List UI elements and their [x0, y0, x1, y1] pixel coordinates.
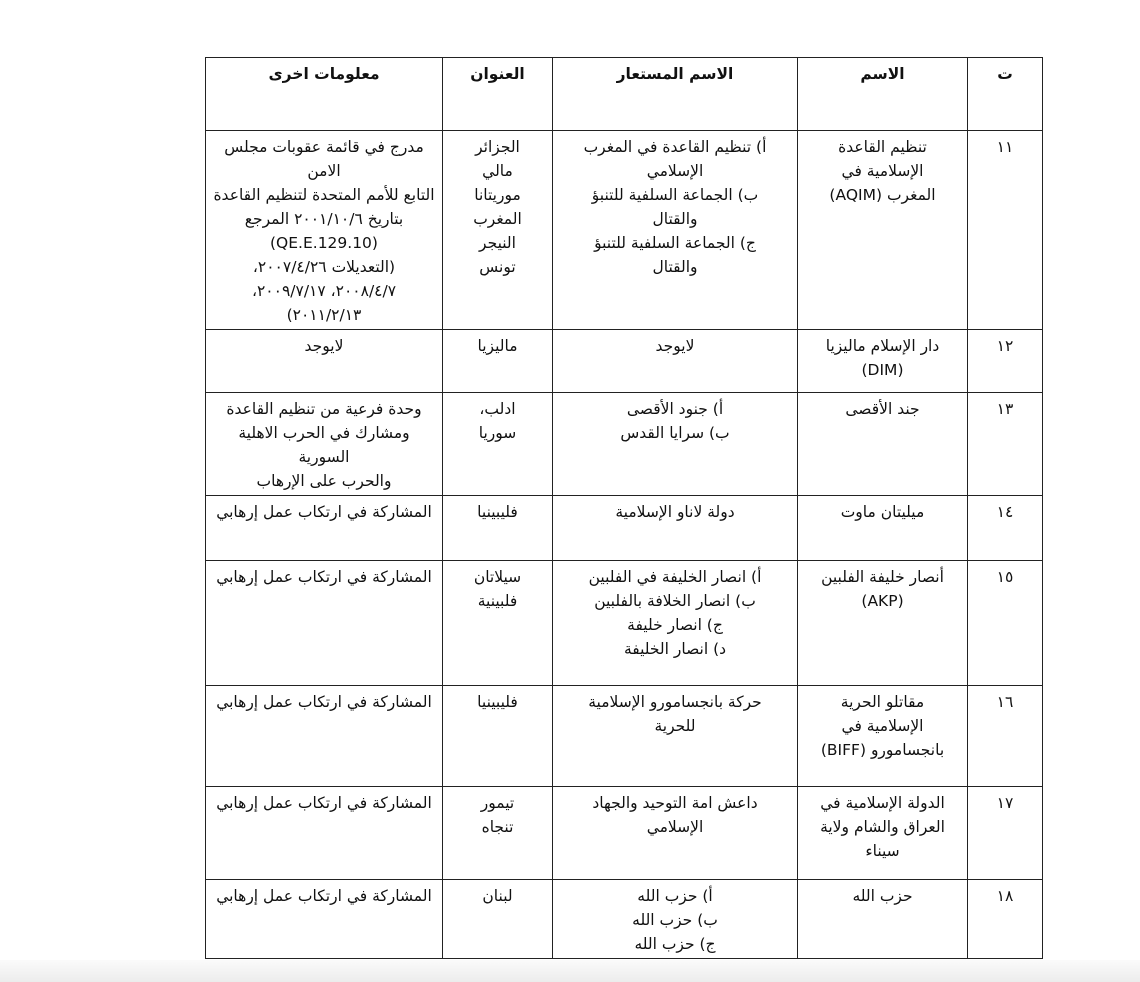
cell-line: جند الأقصى	[845, 400, 920, 418]
cell-line: (التعديلات ٢٠٠٧/٤/٢٦،	[252, 258, 396, 276]
cell-line: المغرب (AQIM)	[829, 186, 936, 204]
cell-line: مدرج في قائمة عقوبات مجلس الامن	[224, 138, 424, 180]
cell-address	[443, 561, 553, 686]
cell-line: ٢٠٠٨/٤/٧، ٢٠٠٩/٧/١٧،	[251, 282, 397, 300]
cell-line: فلبينية	[477, 592, 518, 610]
header-num: ت	[968, 58, 1043, 131]
cell-name	[798, 880, 968, 959]
cell-name	[798, 787, 968, 880]
cell-line: المشاركة في ارتكاب عمل إرهابي	[216, 503, 432, 521]
cell-alias	[553, 787, 798, 880]
cell-line: ٢٠١١/٢/١٣)	[286, 306, 362, 324]
cell-alias	[553, 686, 798, 787]
cell-line: بانجسامورو (BIFF)	[820, 741, 945, 759]
cell-line: والقتال	[652, 210, 698, 228]
cell-line: سيناء	[865, 842, 900, 860]
cell-line: تيمور	[480, 794, 515, 812]
cell-line: أنصار خليفة الفلبين	[821, 568, 944, 586]
cell-num: ١١	[968, 131, 1043, 330]
cell-name	[798, 330, 968, 393]
header-alias: الاسم المستعار	[553, 58, 798, 131]
cell-line: ماليزيا	[477, 337, 518, 355]
table-row	[206, 561, 1043, 686]
cell-address	[443, 880, 553, 959]
table-row	[206, 496, 1043, 561]
cell-num: ١٢	[968, 330, 1043, 393]
cell-line: مالي	[482, 162, 513, 180]
cell-line: د) انصار الخليفة	[623, 640, 727, 658]
cell-num: ١٣	[968, 393, 1043, 496]
cell-line: المغرب	[473, 210, 522, 228]
table-row	[206, 131, 1043, 330]
cell-line: لايوجد	[655, 337, 695, 355]
cell-address	[443, 787, 553, 880]
cell-line: وحدة فرعية من تنظيم القاعدة	[226, 400, 422, 418]
cell-line: المشاركة في ارتكاب عمل إرهابي	[216, 887, 432, 905]
cell-line: التابع للأمم المتحدة لتنظيم القاعدة	[213, 186, 435, 204]
cell-line: (AKP)	[861, 592, 904, 610]
cell-line: الإسلامي	[646, 818, 704, 836]
cell-alias	[553, 393, 798, 496]
cell-line: (QE.E.129.10)	[270, 234, 378, 252]
cell-line: والحرب على الإرهاب	[256, 472, 392, 490]
cell-line: (DIM)	[861, 361, 904, 379]
cell-line: داعش امة التوحيد والجهاد	[592, 794, 758, 812]
header-name: الاسم	[798, 58, 968, 131]
cell-address	[443, 131, 553, 330]
cell-line: تنجاه	[481, 818, 514, 836]
cell-line: الإسلامية في	[841, 162, 924, 180]
cell-line: فليبينيا	[477, 693, 518, 711]
cell-address	[443, 496, 553, 561]
cell-line: ج) انصار خليفة	[627, 616, 723, 634]
table-row	[206, 880, 1043, 959]
header-info: معلومات اخرى	[206, 58, 443, 131]
cell-num: ١٨	[968, 880, 1043, 959]
cell-line: تونس	[479, 258, 516, 276]
cell-line: ب) سرايا القدس	[620, 424, 730, 442]
cell-line: والقتال	[652, 258, 698, 276]
cell-line: المشاركة في ارتكاب عمل إرهابي	[216, 794, 432, 812]
table-row	[206, 330, 1043, 393]
cell-info	[206, 330, 443, 393]
cell-line: أ) جنود الأقصى	[626, 400, 724, 418]
cell-address	[443, 686, 553, 787]
cell-line: ج) الجماعة السلفية للتنبؤ	[594, 234, 756, 252]
cell-address	[443, 393, 553, 496]
cell-line: موريتانا	[474, 186, 521, 204]
cell-alias	[553, 496, 798, 561]
cell-num: ١٤	[968, 496, 1043, 561]
cell-line: لبنان	[482, 887, 513, 905]
cell-name	[798, 131, 968, 330]
cell-line: حركة بانجسامورو الإسلامية	[588, 693, 762, 711]
cell-line: الإسلامي	[646, 162, 704, 180]
cell-line: ب) حزب الله	[632, 911, 718, 929]
cell-line: لايوجد	[304, 337, 344, 355]
cell-info	[206, 496, 443, 561]
cell-info	[206, 131, 443, 330]
cell-line: ج) حزب الله	[634, 935, 716, 953]
table-row	[206, 686, 1043, 787]
cell-line: فليبينيا	[477, 503, 518, 521]
cell-line: سوريا	[478, 424, 517, 442]
cell-name	[798, 561, 968, 686]
cell-info	[206, 880, 443, 959]
cell-line: ب) الجماعة السلفية للتنبؤ	[591, 186, 759, 204]
header-address: العنوان	[443, 58, 553, 131]
cell-line: الإسلامية في	[841, 717, 924, 735]
cell-num: ١٧	[968, 787, 1043, 880]
cell-line: أ) انصار الخليفة في الفلبين	[588, 568, 762, 586]
page-bottom-edge	[0, 960, 1140, 982]
cell-line: المشاركة في ارتكاب عمل إرهابي	[216, 568, 432, 586]
cell-info	[206, 686, 443, 787]
cell-num: ١٥	[968, 561, 1043, 686]
cell-line: دولة لاناو الإسلامية	[615, 503, 735, 521]
cell-line: ادلب،	[479, 400, 516, 418]
cell-line: بتاريخ ٢٠٠١/١٠/٦ المرجع	[244, 210, 404, 228]
cell-line: ب) انصار الخلافة بالفلبين	[594, 592, 756, 610]
cell-alias	[553, 131, 798, 330]
cell-info	[206, 393, 443, 496]
cell-line: تنظيم القاعدة	[838, 138, 927, 156]
cell-line: الجزائر	[475, 138, 520, 156]
cell-info	[206, 787, 443, 880]
cell-line: دار الإسلام ماليزيا	[825, 337, 940, 355]
designations-table	[205, 57, 1043, 959]
cell-line: المشاركة في ارتكاب عمل إرهابي	[216, 693, 432, 711]
cell-line: ميليتان ماوت	[840, 503, 925, 521]
cell-num: ١٦	[968, 686, 1043, 787]
cell-alias	[553, 561, 798, 686]
cell-line: للحرية	[654, 717, 696, 735]
cell-info	[206, 561, 443, 686]
table-row	[206, 787, 1043, 880]
cell-line: العراق والشام ولاية	[820, 818, 945, 836]
cell-line: ومشارك في الحرب الاهلية السورية	[238, 424, 410, 466]
cell-alias	[553, 880, 798, 959]
cell-line: سيلاتان	[473, 568, 522, 586]
cell-name	[798, 686, 968, 787]
table-row	[206, 393, 1043, 496]
cell-line: النيجر	[479, 234, 516, 252]
cell-line: الدولة الإسلامية في	[820, 794, 945, 812]
table-header-row	[206, 58, 1043, 131]
cell-line: حزب الله	[852, 887, 913, 905]
cell-line: أ) حزب الله	[637, 887, 713, 905]
cell-name	[798, 496, 968, 561]
cell-line: مقاتلو الحرية	[840, 693, 925, 711]
cell-address	[443, 330, 553, 393]
cell-alias	[553, 330, 798, 393]
cell-line: أ) تنظيم القاعدة في المغرب	[583, 138, 767, 156]
cell-name	[798, 393, 968, 496]
